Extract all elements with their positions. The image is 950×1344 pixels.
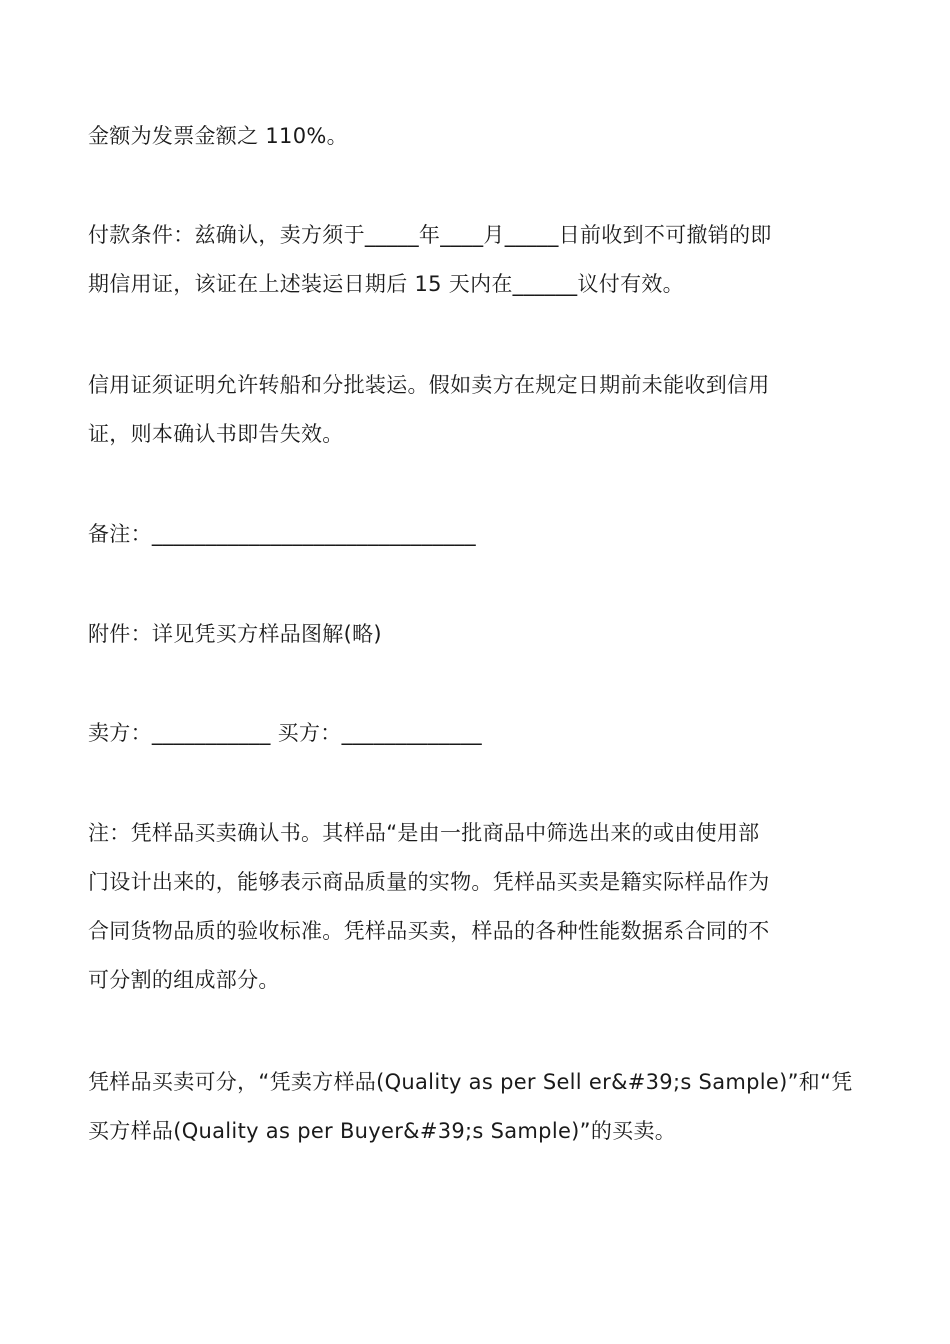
- paragraph-payment-terms: [88, 211, 864, 309]
- text-line: 卖方：___________ 买方：_____________: [88, 721, 482, 745]
- paragraph-lc-requirement: [88, 361, 864, 459]
- paragraph-note: [88, 809, 864, 1005]
- text-line: 买方样品(Quality as per Buyer&#39;s Sample)”的买卖。: [88, 1119, 677, 1143]
- paragraph-signatures: [88, 709, 864, 758]
- text-line: 证，则本确认书即告失效。: [88, 422, 344, 446]
- text-line: 合同货物品质的验收标准。凭样品买卖，样品的各种性能数据系合同的不: [88, 919, 770, 943]
- text-line: 可分割的组成部分。: [88, 968, 280, 992]
- paragraph-sample-types: [88, 1058, 864, 1156]
- paragraph-attachment: [88, 610, 864, 659]
- text-line: 凭样品买卖可分，“凭卖方样品(Quality as per Sell er&#39;s Sample)”和“凭: [88, 1070, 853, 1094]
- text-line: 注：凭样品买卖确认书。其样品“是由一批商品中筛选出来的或由使用部: [88, 821, 760, 845]
- paragraph-amount: [88, 112, 864, 161]
- text-line: 门设计出来的，能够表示商品质量的实物。凭样品买卖是籍实际样品作为: [88, 870, 770, 894]
- text-line: 金额为发票金额之 110%。: [88, 124, 348, 148]
- paragraph-remarks: [88, 510, 864, 559]
- text-line: 备注：______________________________: [88, 522, 476, 546]
- text-line: 信用证须证明允许转船和分批装运。假如卖方在规定日期前未能收到信用: [88, 373, 770, 397]
- text-line: 付款条件：兹确认，卖方须于_____年____月_____日前收到不可撤销的即: [88, 223, 772, 247]
- text-line: 附件：详见凭买方样品图解(略): [88, 622, 382, 646]
- text-line: 期信用证，该证在上述装运日期后 15 天内在______议付有效。: [88, 272, 684, 296]
